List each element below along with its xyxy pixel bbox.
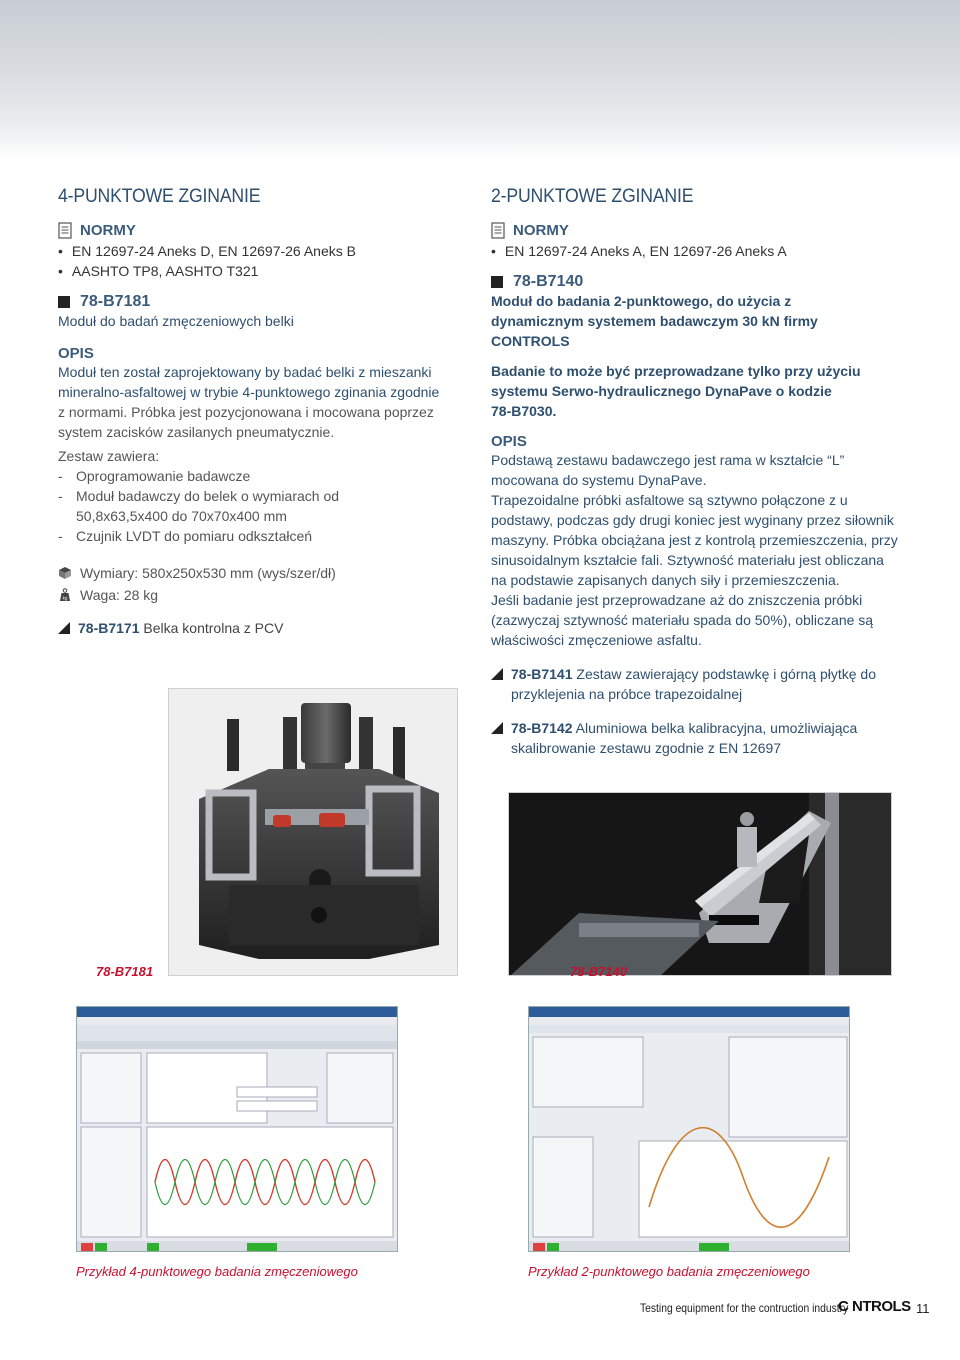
product-code: 78-B7181 xyxy=(80,293,151,310)
controls-logo xyxy=(838,1298,911,1315)
logo-text: C NTROLS xyxy=(838,1298,911,1315)
triangle-bullet-icon xyxy=(491,722,503,734)
product-subtitle-line: dynamicznym systemem badawczym 30 kN firmy xyxy=(491,313,818,329)
product-subtitle: Moduł do badań zmęczeniowych belki xyxy=(58,313,294,329)
photo-caption-4pt: 78-B7181 xyxy=(96,964,154,979)
product-code-heading xyxy=(58,293,478,311)
description-line: na podstawie zapisanych danych siły i przemieszczenia. xyxy=(491,572,840,588)
square-bullet-icon xyxy=(491,276,503,288)
box-dimensions-icon xyxy=(58,566,72,580)
triangle-bullet-icon xyxy=(58,622,70,634)
software-screenshot-graphic xyxy=(529,1007,850,1252)
footer-tagline: Testing equipment for the contruction industry xyxy=(640,1301,849,1315)
product-photo-2pt xyxy=(508,792,892,976)
description-line: sinusoidalnym kształcie fali. Sztywność materiału jest obliczana xyxy=(491,552,884,568)
accessory-row xyxy=(58,618,478,638)
accessory-code: 78-B7141 xyxy=(511,666,573,682)
document-icon xyxy=(491,222,505,239)
left-column xyxy=(58,186,478,638)
note-line: systemu Serwo-hydraulicznego DynaPave o kodzie xyxy=(491,383,832,399)
description-line: Podstawą zestawu badawczego jest rama w kształcie “L” xyxy=(491,452,845,468)
kit-item: 50,8x63,5x400 do 70x70x400 mm xyxy=(76,508,287,524)
accessory-text: Belka kontrolna z PCV xyxy=(143,620,284,636)
opis-label: OPIS xyxy=(491,433,527,450)
description-line: z normami. Próbka jest pozycjonowana i mocowana poprzez xyxy=(58,404,434,420)
product-subtitle-line: Moduł do badania 2-punktowego, do użycia z xyxy=(491,293,792,309)
description-line: mineralno-asfaltowej w trybie 4-punktowego zginania zgodnie xyxy=(58,384,440,400)
screen-caption-4pt: Przykład 4-punktowego badania zmęczeniowego xyxy=(76,1264,358,1279)
accessory-text: przyklejenia na próbce trapezoidalnej xyxy=(511,686,743,702)
description-line: (zazwyczaj sztywność materiału spada do 50%), obliczane są xyxy=(491,612,874,628)
kit-item: - Oprogramowanie badawcze xyxy=(58,468,251,484)
description-line: podstawy, podczas gdy drugi koniec jest wyginany przez siłownik xyxy=(491,512,894,528)
product-subtitle-line: CONTROLS xyxy=(491,333,570,349)
section-title-2pt: 2-PUNKTOWE ZGINANIE xyxy=(491,186,694,207)
software-screenshot-4pt xyxy=(76,1006,398,1252)
norms-list xyxy=(491,241,911,261)
accessory-code: 78-B7142 xyxy=(511,720,573,736)
square-bullet-icon xyxy=(58,296,70,308)
accessory-row xyxy=(491,664,911,704)
screen-caption-2pt: Przykład 2-punktowego badania zmęczeniowego xyxy=(528,1264,810,1279)
description-line: Moduł ten został zaprojektowany by badać belki z mieszanki xyxy=(58,364,432,380)
section-title-4pt: 4-PUNKTOWE ZGINANIE xyxy=(58,186,261,207)
software-screenshot-graphic xyxy=(77,1007,398,1252)
right-column xyxy=(491,186,911,758)
description-line: maszyny. Próbka obciążana jest z kontrolą przemieszczenia, przy xyxy=(491,532,898,548)
description-line: Jeśli badanie jest przeprowadzane aż do zniszczenia próbki xyxy=(491,592,863,608)
note-line: 78-B7030. xyxy=(491,403,557,419)
norms-list xyxy=(58,241,478,281)
weight-text: Waga: 28 kg xyxy=(80,587,159,603)
description-line: Trapezoidalne próbki asfaltowe są sztywno połączone z u xyxy=(491,492,848,508)
description-line: mocowana do systemu DynaPave. xyxy=(491,472,707,488)
accessory-code: 78-B7171 xyxy=(78,620,140,636)
dimensions-row xyxy=(58,562,478,584)
software-screenshot-2pt xyxy=(528,1006,850,1252)
weight-row xyxy=(58,584,478,606)
kit-item: - Moduł badawczy do belek o wymiarach od xyxy=(58,488,340,504)
accessory-text: Zestaw zawierający podstawkę i górną płytkę do xyxy=(576,666,876,682)
page-number: 11 xyxy=(916,1301,930,1316)
accessory-row xyxy=(491,718,911,758)
product-code: 78-B7140 xyxy=(513,273,584,290)
accessory-text: skalibrowanie zestawu zgodnie z EN 12697 xyxy=(511,740,782,756)
norms-heading xyxy=(491,222,911,239)
description-line: właściwości zmęczeniowe asfaltu. xyxy=(491,632,702,648)
description-block xyxy=(491,450,911,650)
norms-label: NORMY xyxy=(80,222,136,239)
norm-item: • EN 12697-24 Aneks A, EN 12697-26 Aneks A xyxy=(491,241,911,261)
kit-intro: Zestaw zawiera: xyxy=(58,448,160,464)
norm-item: • AASHTO TP8, AASHTO T321 xyxy=(58,261,478,281)
svg-text:kg: kg xyxy=(62,595,68,601)
dimensions-text: Wymiary: 580x250x530 mm (wys/szer/dł) xyxy=(80,565,336,581)
norm-item: • EN 12697-24 Aneks D, EN 12697-26 Aneks B xyxy=(58,241,478,261)
document-icon xyxy=(58,222,72,239)
accessory-text: Aluminiowa belka kalibracyjna, umożliwiająca xyxy=(575,720,858,736)
kit-list xyxy=(58,466,478,546)
photo-caption-2pt: 78-B7140 xyxy=(570,964,628,979)
kit-item: - Czujnik LVDT do pomiaru odkształceń xyxy=(58,528,313,544)
weight-kg-icon xyxy=(58,588,72,602)
bending-module-illustration xyxy=(169,689,458,976)
header-band xyxy=(0,0,960,160)
norms-label: NORMY xyxy=(513,222,569,239)
norms-heading xyxy=(58,222,478,239)
opis-label: OPIS xyxy=(58,345,94,362)
product-photo-4pt xyxy=(168,688,458,976)
triangle-bullet-icon xyxy=(491,668,503,680)
note-line: Badanie to może być przeprowadzane tylko przy użyciu xyxy=(491,363,861,379)
product-code-heading xyxy=(491,273,911,291)
description-line: system zacisków zasilanych pneumatycznie. xyxy=(58,424,335,440)
trapezoid-test-illustration xyxy=(509,793,892,976)
